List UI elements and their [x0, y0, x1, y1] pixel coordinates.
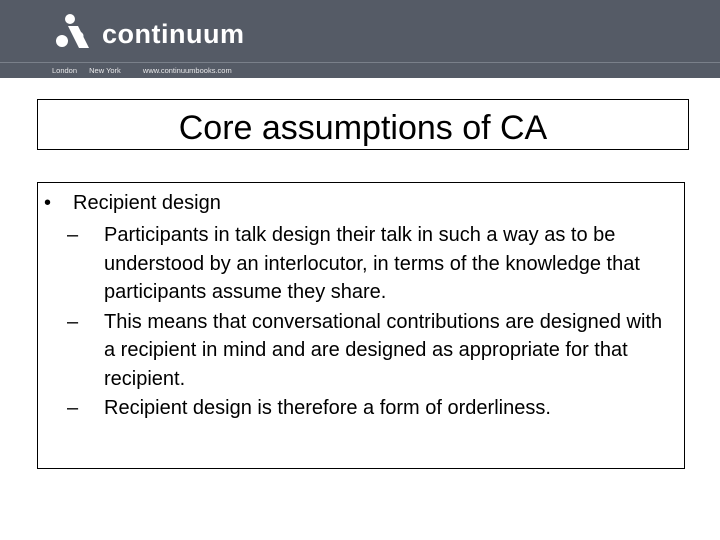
website-link[interactable]: www.continuumbooks.com [142, 66, 232, 75]
sub-bullet-item [67, 221, 667, 307]
location-london: London [52, 66, 78, 75]
sub-bullet-text: This means that conversational contributions are designed with a recipient in mind and are designed as appropriate for that recipient. [104, 310, 663, 390]
logo-dots-icon [52, 10, 98, 52]
bullet-item [44, 191, 221, 215]
content-box [37, 182, 685, 469]
logo-wordmark: continuum [102, 18, 245, 49]
publisher-logo [52, 10, 244, 52]
sub-bullet-marker: – [67, 224, 79, 246]
sub-bullet-item [67, 308, 667, 394]
sub-bullet-marker: – [67, 397, 79, 419]
bullet-text: Recipient design [73, 192, 221, 214]
sub-bullet-text: Recipient design is therefore a form of orderliness. [104, 397, 551, 419]
header-links [52, 66, 232, 75]
header-divider [0, 62, 720, 63]
slide-title: Core assumptions of CA [178, 108, 548, 147]
bullet-marker: • [44, 192, 52, 214]
sub-bullet-list [67, 221, 667, 424]
sub-bullet-text: Participants in talk design their talk in such a way as to be understood by an interlocutor, in terms of the knowledge that participants assume they share. [104, 224, 640, 303]
sub-bullet-item [67, 394, 667, 423]
sub-bullet-marker: – [67, 310, 79, 333]
location-new-york: New York [89, 66, 121, 75]
title-box [37, 99, 689, 150]
